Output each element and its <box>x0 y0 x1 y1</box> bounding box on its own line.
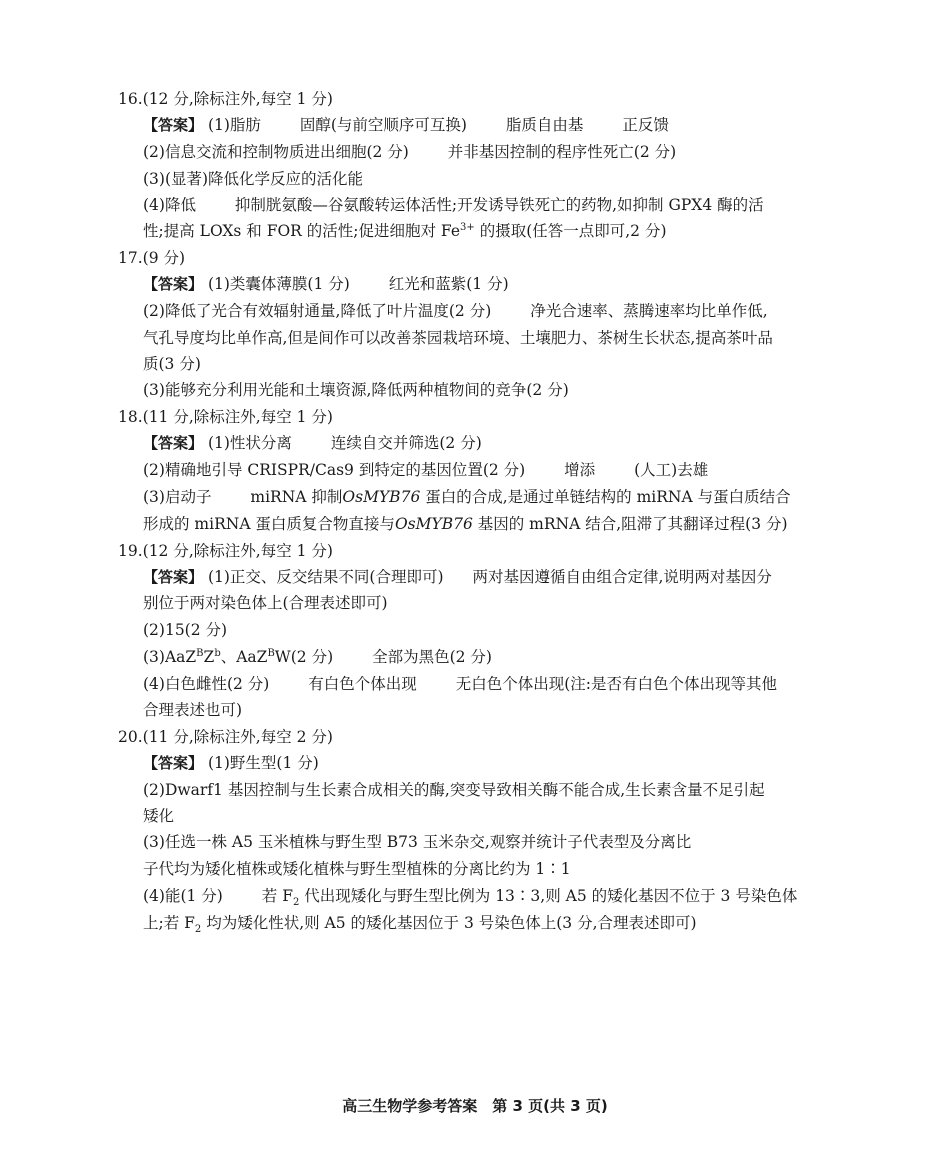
answer-label: 【答案】 <box>143 754 204 772</box>
q20-line-3: 矮化 <box>143 807 175 825</box>
q19-line-1: 【答案】 (1)正交、反交结果不同(合理即可) 两对基因遵循自由组合定律,说明两对基因分 <box>143 568 772 586</box>
q19-line-5: (4)白色雌性(2 分) 有白色个体出现 无白色个体出现(注:是否有白色个体出现等其他 <box>143 675 778 693</box>
q18-line-4: 形成的 miRNA 蛋白质复合物直接与OsMYB76 基因的 mRNA 结合,阻滞了其翻译过程(3 分) <box>143 515 788 533</box>
q16-line-4: (4)降低 抑制胱氨酸—谷氨酸转运体活性;开发诱导铁死亡的药物,如抑制 GPX4 酶的活 <box>143 196 764 214</box>
answer-label: 【答案】 <box>143 434 204 452</box>
q17-line-4: 质(3 分) <box>143 355 201 373</box>
q19-line-6: 合理表述也可) <box>143 701 243 719</box>
q19-line-4: $(3)AaZ^BZ^b$、AaZ$^B$W(2 分) 全部为黑色(2 分) <box>143 647 492 666</box>
q20-line-5: 子代均为矮化植株或矮化植株与野生型植株的分离比约为 1∶1 <box>143 860 571 878</box>
q18-line-1: 【答案】 (1)性状分离 连续自交并筛选(2 分) <box>143 434 482 452</box>
q19-line-2: 别位于两对染色体上(合理表述即可) <box>143 594 388 612</box>
q20-line-7: 上;若 $F_2$ 均为矮化性状,则 A5 的矮化基因位于 3 号染色体上(3 分,合理表述即可) <box>143 914 697 936</box>
page-footer: 高三生物学参考答案 第 3 页(共 3 页) <box>342 1097 608 1115</box>
answer-label: 【答案】 <box>143 275 204 293</box>
q20-line-1: 【答案】 (1)野生型(1 分) <box>143 754 319 772</box>
q16-line-2: (2)信息交流和控制物质进出细胞(2 分) 并非基因控制的程序性死亡(2 分) <box>143 143 677 161</box>
q19-line-3: (2)15(2 分) <box>143 621 228 639</box>
q17-line-5: (3)能够充分利用光能和土壤资源,降低两种植物间的竞争(2 分) <box>143 381 569 399</box>
q18-header: 18.(11 分,除标注外,每空 1 分) <box>118 408 333 426</box>
q20-header: 20.(11 分,除标注外,每空 2 分) <box>118 728 333 746</box>
q17-line-2: (2)降低了光合有效辐射通量,降低了叶片温度(2 分) 净光合速率、蒸腾速率均比单作低, <box>143 302 768 320</box>
q20-line-4: (3)任选一株 A5 玉米植株与野生型 B73 玉米杂交,观察并统计子代表型及分离比 <box>143 833 692 851</box>
q20-line-2: (2)Dwarf1 基因控制与生长素合成相关的酶,突变导致相关酶不能合成,生长素含量不足引起 <box>143 781 765 799</box>
q16-line-5: 性;提高 LOXs 和 FOR 的活性;促进细胞对 $Fe^{3+}$ 的摄取(任答一点即可,2 分) <box>143 221 667 240</box>
q18-line-3: (3)启动子 miRNA 抑制OsMYB76 蛋白的合成,是通过单链结构的 miRNA 与蛋白质结合 <box>143 488 791 506</box>
q17-header: 17.(9 分) <box>118 249 186 267</box>
q16-line-3: (3)(显著)降低化学反应的活化能 <box>143 170 364 188</box>
q16-header: 16.(12 分,除标注外,每空 1 分) <box>118 90 333 108</box>
answer-label: 【答案】 <box>143 568 204 586</box>
q20-line-6: (4)能(1 分) 若 $F_2$ 代出现矮化与野生型比例为 13∶3,则 A5 的矮化基因不位于 3 号染色体 <box>143 887 798 909</box>
answer-label: 【答案】 <box>143 116 204 134</box>
q17-line-1: 【答案】 (1)类囊体薄膜(1 分) 红光和蓝紫(1 分) <box>143 275 509 293</box>
q18-line-2: (2)精确地引导 CRISPR/Cas9 到特定的基因位置(2 分) 增添 (人工)去雄 <box>143 461 709 479</box>
q19-header: 19.(12 分,除标注外,每空 1 分) <box>118 542 333 560</box>
q16-line-1: 【答案】 (1)脂肪 固醇(与前空顺序可互换) 脂质自由基 正反馈 <box>143 116 669 134</box>
q17-line-3: 气孔导度均比单作高,但是间作可以改善茶园栽培环境、土壤肥力、茶树生长状态,提高茶叶品 <box>143 329 773 347</box>
